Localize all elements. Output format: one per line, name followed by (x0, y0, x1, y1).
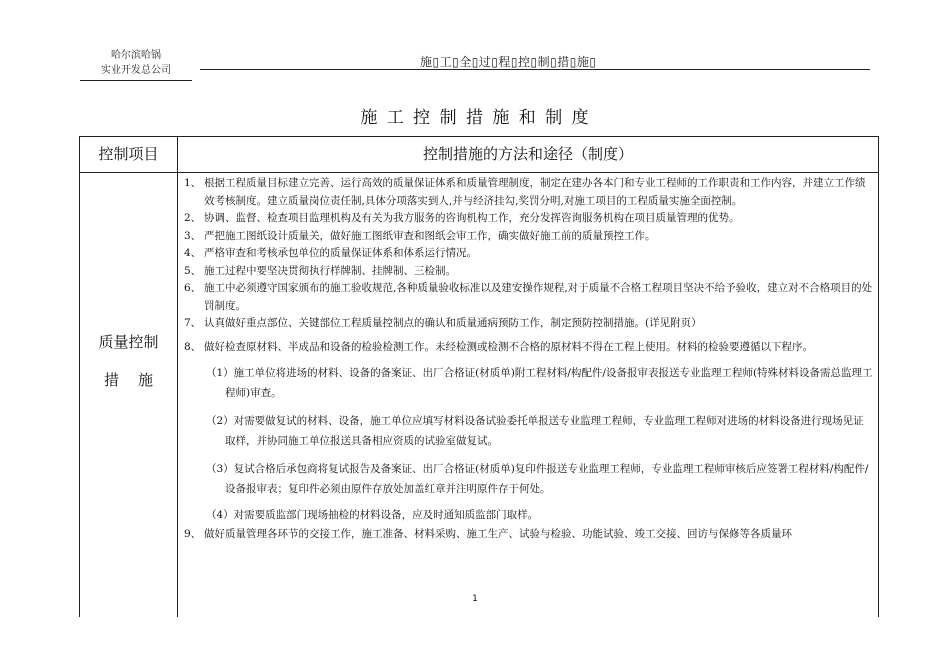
list-item (178, 245, 873, 263)
item-number: 7、 (184, 317, 202, 329)
company-name-line1: 哈尔滨哈锅 (111, 50, 161, 61)
list-item (178, 315, 873, 333)
item-text: 认真做好重点部位、关键部位工程质量控制点的确认和质量通病预防工作，制定预防控制措施。(详见附页） (204, 317, 702, 329)
sub-item: （3）复试合格后承包商将复试报告及备案证、出厂合格证(材质单)复印件报送专业监理工程师，专业监理工程师审核后应签署工程材料/构配件/设备报审表；复印件必须由原件存放处加盖红章并注明原件存于何处。 (206, 462, 869, 495)
header-rule (200, 69, 870, 70)
item-number: 3、 (184, 229, 202, 242)
list-item (178, 175, 873, 210)
item-text: 施工中必须遵守国家颁布的施工验收规范,各种质量验收标准以及建安操作规程,对于质量不合格工程项目坚决不给予验收，建立对不合格项目的处罚制度。 (204, 282, 873, 312)
column-header-methods: 控制措施的方法和途径（制度） (422, 145, 633, 163)
category-label-line1: 质量控制 (98, 333, 159, 351)
item-number: 6、 (184, 282, 202, 294)
item-text: 做好质量管理各环节的交接工作，施工准备、材料采购、施工生产、试验与检验、功能试验、竣工交接、回访与保修等各质量环 (204, 528, 792, 540)
item-number: 8、 (184, 340, 202, 353)
list-item (178, 210, 873, 228)
item-number: 1、 (184, 177, 202, 189)
item-number: 9、 (184, 528, 202, 540)
item-text: 施工过程中要坚决贯彻执行样牌制、挂牌制、三检制。 (204, 264, 456, 277)
item-text: 严格审查和考核承包单位的质量保证体系和体系运行情况。 (204, 247, 477, 259)
category-label-line2: 措 施 (103, 371, 154, 389)
measures-list (178, 175, 873, 544)
sub-item: （1）施工单位将进场的材料、设备的备案证、出厂合格证(材质单)附工程材料/构配件/设备报审表报送专业监理工程师(特殊材料设备需总监理工程师)审查。 (206, 366, 873, 399)
company-name (80, 48, 192, 78)
page-title: 施 工 控 制 措 施 和 制 度 (360, 108, 590, 128)
list-item (178, 526, 873, 544)
item-number: 5、 (184, 264, 202, 277)
item-text: 做好检查原材料、半成品和设备的检验检测工作。未经检测或检测不合格的原材料不得在工程上使用。材料的检验要遵循以下程序。 (204, 340, 813, 353)
item-number: 4、 (184, 247, 202, 259)
list-item (178, 338, 873, 357)
sub-item: （2）对需要做复试的材料、设备，施工单位应填写材料设备试验委托单报送专业监理工程师，专业监理工程师对进场的材料设备进行现场见证取样，并协同施工单位报送具备相应资质的试验室做复试。 (206, 414, 864, 447)
item-text: 协调、监督、检查项目监理机构及有关为我方服务的咨询机构工作，充分发挥咨询服务机构在项目质量管理的优势。 (204, 212, 740, 224)
sub-item: （4）对需要质监部门现场抽检的材料设备，应及时通知质监部门取样。 (206, 508, 539, 521)
item-text: 根据工程质量目标建立完善、运行高效的质量保证体系和质量管理制度，制定在建办各本门和专业工程师的工作职责和工作内容，并建立工作绩效考核制度。建立质量岗位责任制,具体分项落实到人,并与经济挂勾,奖罚分明,对施工项目的工程质量实施全面控制。 (204, 177, 866, 207)
document-header-title: 施▯工▯全▯过▯程▯控▯制▯措▯施▯ (420, 55, 597, 69)
column-header-control-item: 控制项目 (98, 145, 159, 163)
list-item (178, 228, 873, 246)
list-item (178, 263, 873, 281)
item-number: 2、 (184, 212, 202, 224)
company-underline (80, 80, 192, 81)
list-item (178, 280, 873, 315)
company-name-line2: 实业开发总公司 (101, 65, 171, 76)
page-number: 1 (472, 594, 478, 604)
table-header-row (80, 137, 878, 173)
item-text: 严把施工图纸设计质量关，做好施工图纸审查和图纸会审工作，确实做好施工前的质量预控工作。 (204, 229, 656, 242)
control-measures-table (79, 136, 879, 617)
